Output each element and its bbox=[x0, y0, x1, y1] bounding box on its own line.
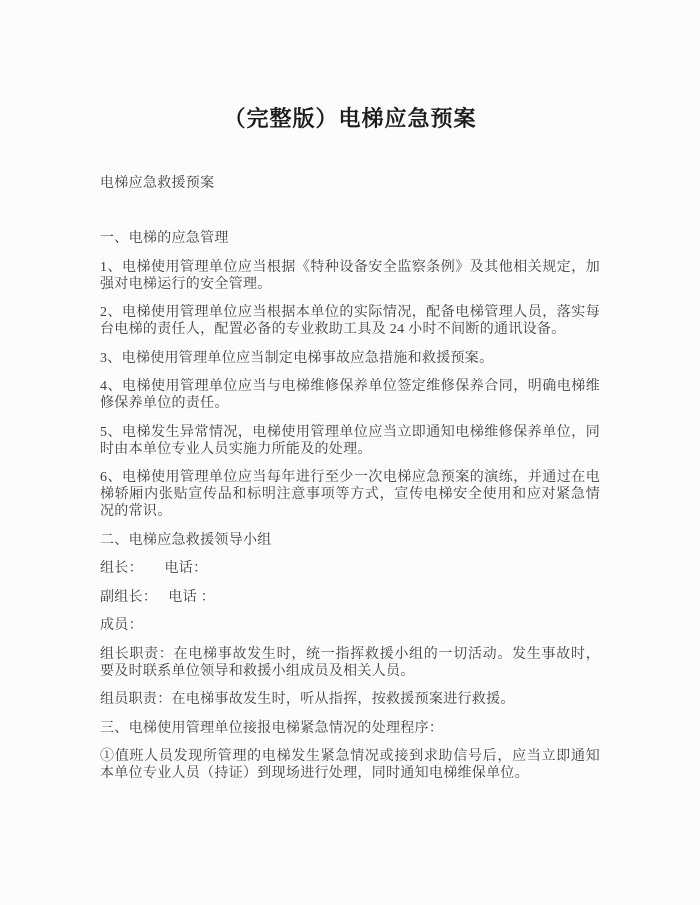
section-2-heading: 二、电梯应急救援领导小组 bbox=[100, 532, 272, 548]
section-1-item-6: 6、电梯使用管理单位应当每年进行至少一次电梯应急预案的演练，并通过在电梯轿厢内张贴宣传品和标明注意事项等方式，宣传电梯安全使用和应对紧急情况的常识。 bbox=[100, 470, 600, 519]
members-line: 成员： bbox=[100, 618, 143, 633]
section-1-item-5: 5、电梯发生异常情况，电梯使用管理单位应当立即通知电梯维修保养单位，同时由本单位专业人员实施力所能及的处理。 bbox=[100, 424, 600, 457]
deputy-leader-phone-line: 副组长： 电话 ： bbox=[100, 589, 215, 605]
leader-duty-paragraph: 组长职责：在电梯事故发生时，统一指挥救援小组的一切活动。发生事故时，要及时联系单位领导和救援小组成员及相关人员。 bbox=[100, 646, 600, 679]
section-3-heading: 三、电梯使用管理单位接报电梯紧急情况的处理程序： bbox=[100, 720, 444, 736]
document-title: （完整版）电梯应急预案 bbox=[223, 106, 477, 131]
section-1-item-2: 2、电梯使用管理单位应当根据本单位的实际情况，配备电梯管理人员，落实每台电梯的责任人，配置必备的专业救助工具及 24 小时不间断的通讯设备。 bbox=[100, 305, 600, 337]
leader-phone-line: 组长： 电话： bbox=[100, 561, 208, 576]
member-duty-paragraph: 组员职责：在电梯事故发生时，听从指挥，按救援预案进行救援。 bbox=[100, 692, 515, 707]
section-1-heading: 一、电梯的应急管理 bbox=[100, 231, 229, 246]
section-1-item-4: 4、电梯使用管理单位应当与电梯维修保养单位签定维修保养合同，明确电梯维修保养单位的责任。 bbox=[100, 379, 600, 411]
procedure-step-1: ①值班人员发现所管理的电梯发生紧急情况或接到求助信号后，应当立即通知本单位专业人员（持证）到现场进行处理，同时通知电梯维保单位。 bbox=[100, 749, 600, 781]
document-subtitle: 电梯应急救援预案 bbox=[100, 176, 215, 191]
section-1-item-3: 3、电梯使用管理单位应当制定电梯事故应急措施和救援预案。 bbox=[100, 350, 494, 366]
section-1-item-1: 1、电梯使用管理单位应当根据《特种设备安全监察条例》及其他相关规定，加强对电梯运行的安全管理。 bbox=[100, 259, 600, 292]
